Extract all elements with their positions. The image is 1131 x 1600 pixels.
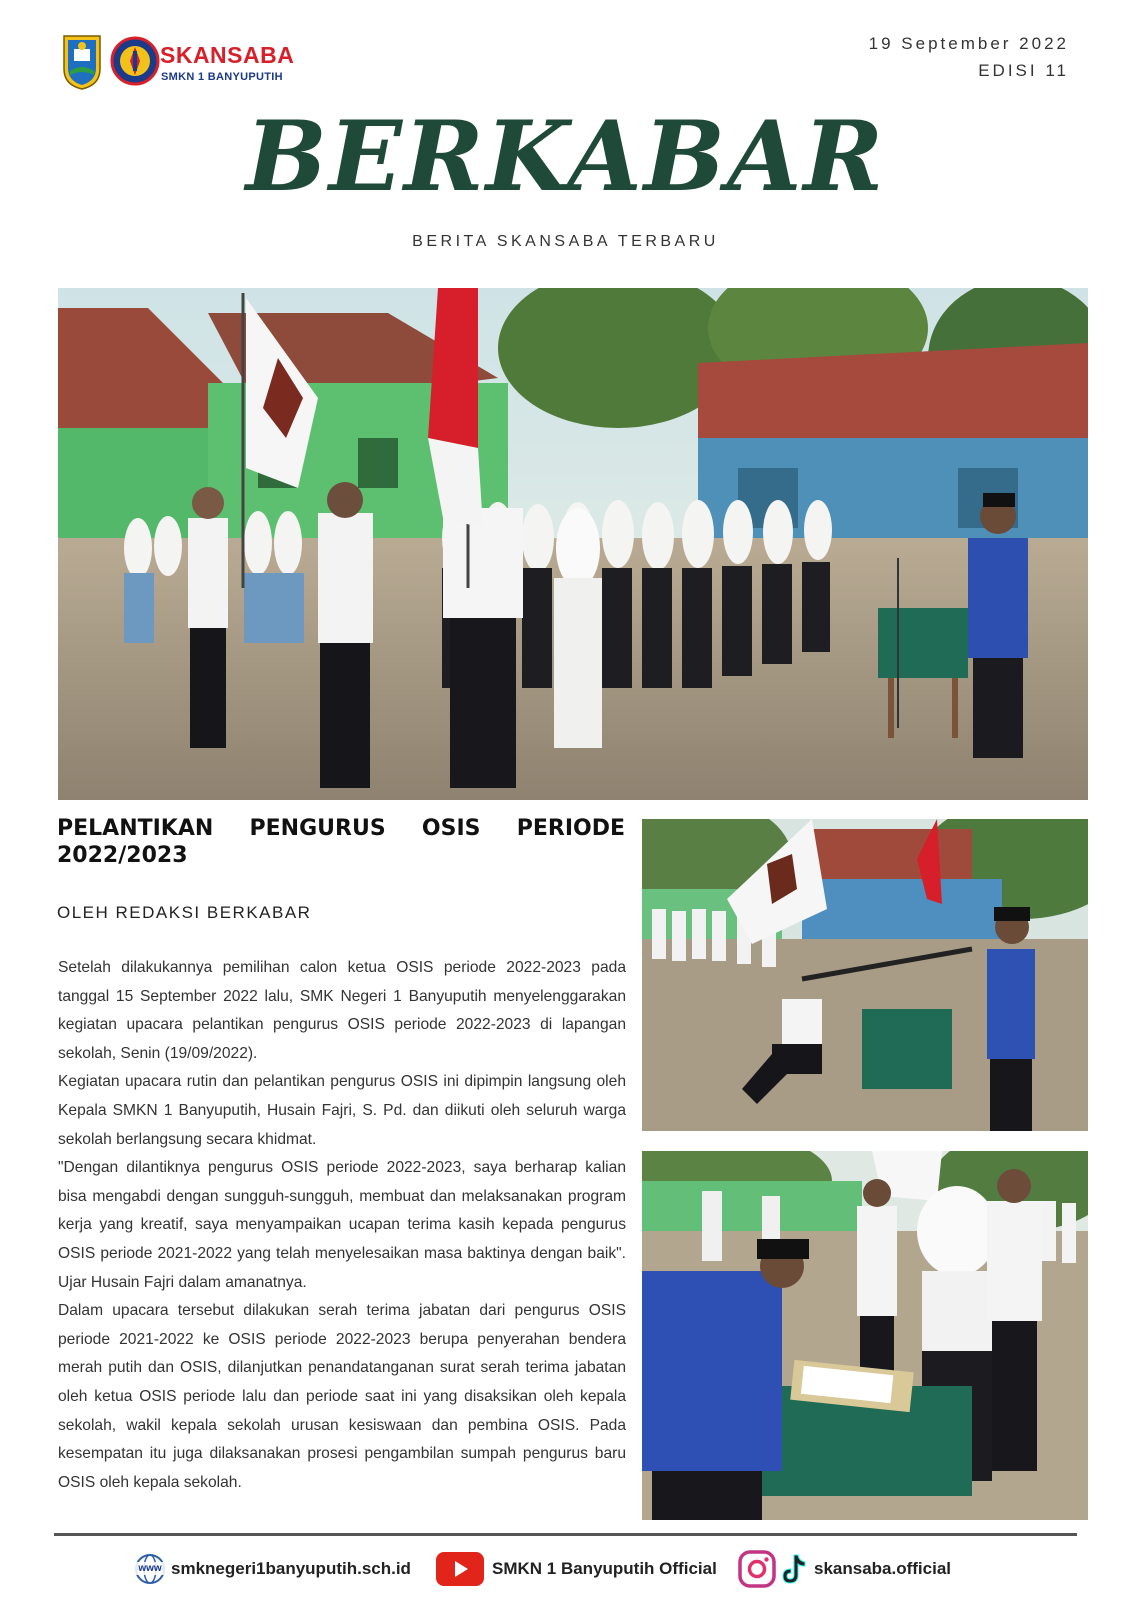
skansaba-school-logo [110,35,160,87]
tagline: BERITA SKANSABA TERBARU [412,233,719,250]
www-label: www [133,1562,167,1575]
footer-social[interactable] [738,1549,951,1589]
footer [0,1549,1131,1589]
brand-subtitle: SMKN 1 BANYUPUTIH [161,71,283,83]
footer-website[interactable] [133,1549,411,1589]
article-paragraph: Kegiatan upacara rutin dan pelantikan pengurus OSIS ini dipimpin langsung oleh Kepala SMKN 1 Banyuputih, Husain Fajri, S. Pd. dan diikuti oleh seluruh warga sekolah berlangsung secara khidmat. [58,1073,626,1148]
article-paragraph: Setelah dilakukannya pemilihan calon ketua OSIS periode 2022-2023 pada tanggal 15 September 2022 lalu, SMK Negeri 1 Banyuputih menyelenggarakan kegiatan upacara pelantikan pengurus OSIS periode 2022-2023 di lapangan sekolah, Senin (19/09/2022). [58,959,626,1062]
issue-edition: EDISI 11 [978,61,1069,80]
photo-flag-handover [642,819,1088,1131]
social-text: skansaba.official [814,1559,952,1578]
youtube-icon [436,1552,484,1586]
photo-document-signing [642,1151,1088,1520]
tiktok-icon [780,1552,808,1586]
globe-icon [133,1552,167,1586]
instagram-icon [738,1550,776,1588]
youtube-text: SMKN 1 Banyuputih Official [492,1559,717,1578]
footer-youtube[interactable] [436,1549,717,1589]
article-byline: OLEH REDAKSI BERKABAR [57,903,312,922]
article-headline: PELANTIKAN PENGURUS OSIS PERIODE 2022/2023 [57,816,625,868]
masthead-title: BERKABAR [245,100,886,213]
article-paragraph: Dalam upacara tersebut dilakukan serah terima jabatan dari pengurus OSIS periode 2021-2022 ke OSIS periode 2022-2023 berupa penyerahan bendera merah putih dan OSIS, dilanjutkan penandatanganan surat serah terima jabatan oleh ketua OSIS periode lalu dan periode saat ini yang disaksikan oleh kepala sekolah, wakil kepala sekolah urusan kesiswaan dan pembina OSIS. Pada kesempatan itu juga dilaksanakan prosesi pengambilan sumpah pengurus baru OSIS oleh kepala sekolah. [58,1302,626,1491]
main-photo-osis-ceremony [58,288,1088,800]
website-text: smknegeri1banyuputih.sch.id [171,1559,411,1578]
article-paragraph: "Dengan dilantiknya pengurus OSIS periode 2022-2023, saya berharap kalian bisa mengabdi dengan sungguh-sungguh, membuat dan melaksanakan program kerja yang kreatif, saya menyampaikan ucapan terima kasih kepada pengurus OSIS periode 2021-2022 yang telah menyelesaikan masa baktinya dengan baik". Ujar Husain Fajri dalam amanatnya. [58,1159,626,1291]
article-body [58,954,626,1497]
footer-divider [54,1533,1077,1536]
brand-name: SKANSABA [160,42,295,68]
east-java-emblem-logo [60,33,104,91]
issue-date: 19 September 2022 [868,34,1069,53]
